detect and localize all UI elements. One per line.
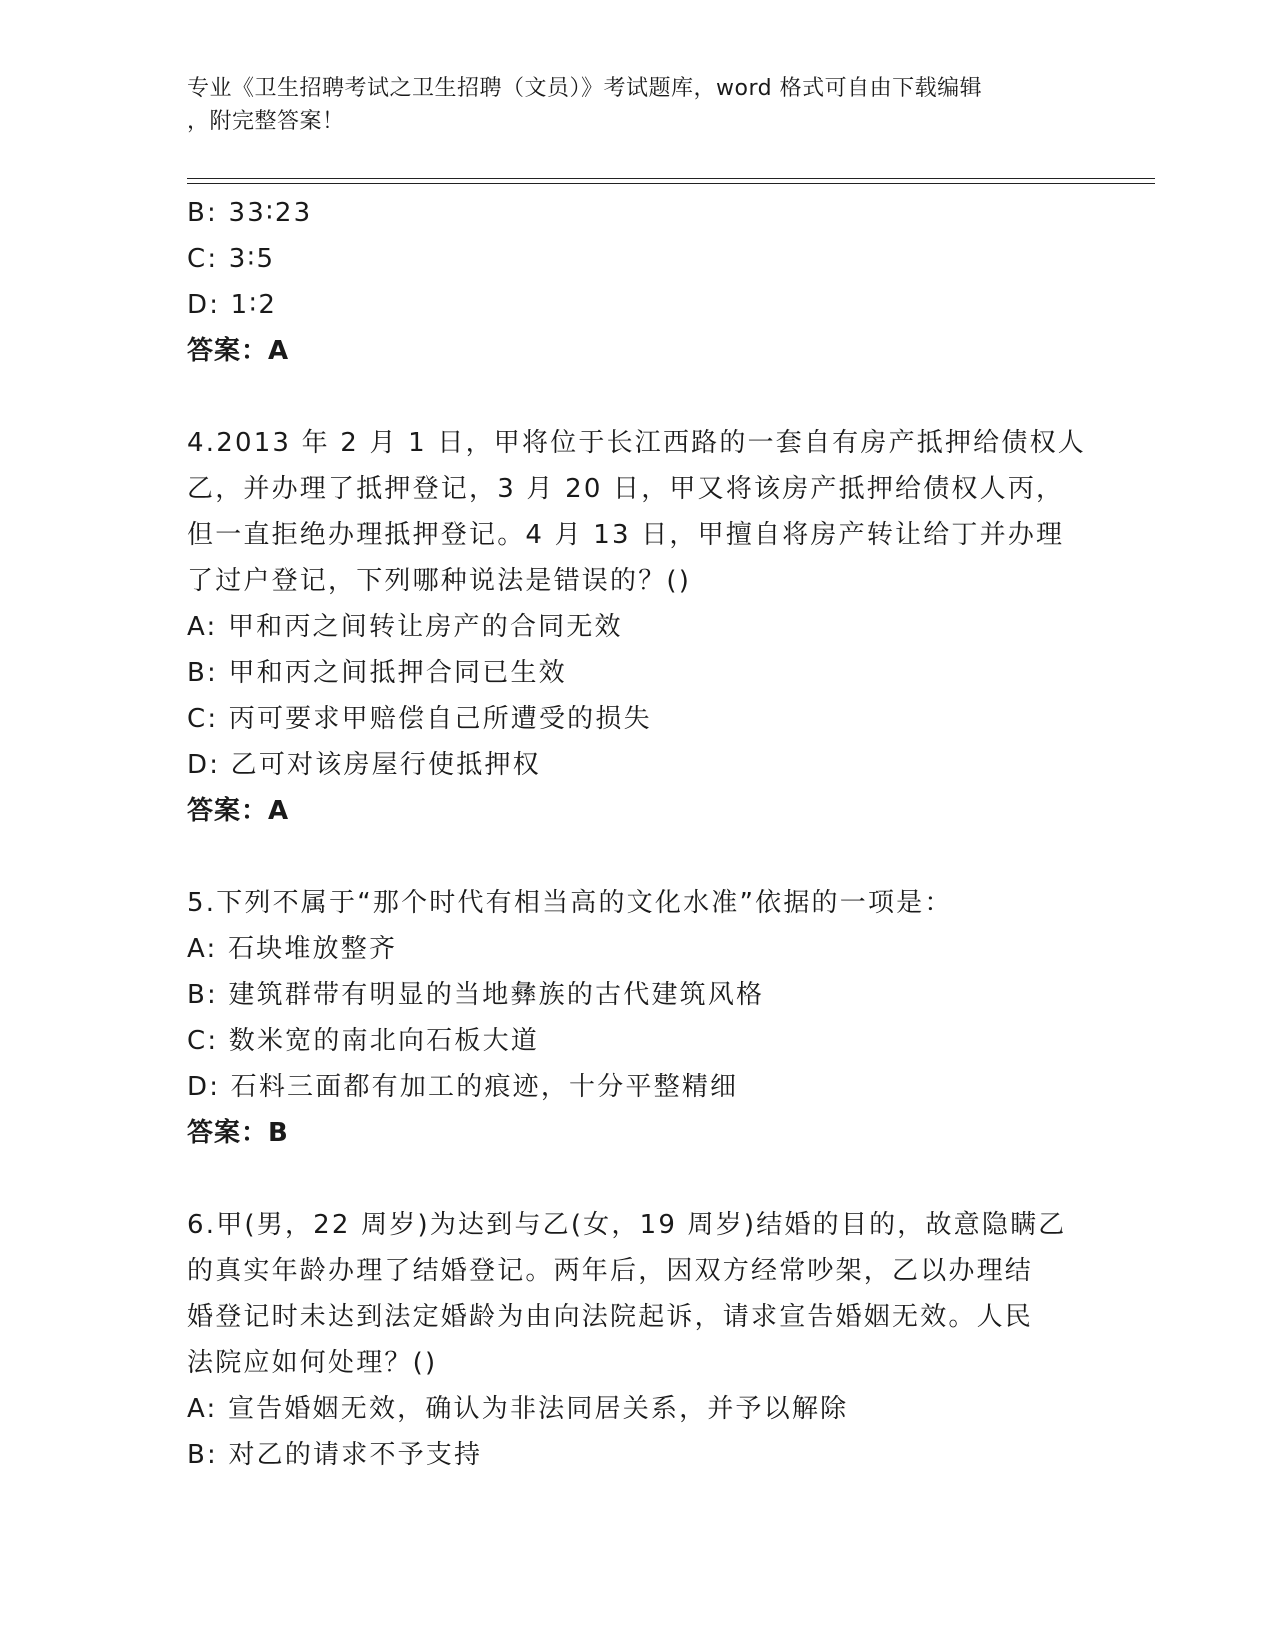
option-c: C: 丙可要求甲赔偿自己所遭受的损失 — [187, 704, 652, 734]
document-header — [187, 72, 1067, 138]
question-text-line: 6.甲(男，22 周岁)为达到与乙(女，19 周岁)结婚的目的，故意隐瞒乙 — [187, 1210, 1067, 1240]
question-4 — [187, 420, 1087, 834]
question-text-line: 了过户登记，下列哪种说法是错误的？() — [187, 566, 692, 596]
question-text-line: 4.2013 年 2 月 1 日，甲将位于长江西路的一套自有房产抵押给债权人 — [187, 428, 1086, 458]
answer-label: 答案：A — [187, 336, 290, 366]
header-rule-top — [187, 178, 1155, 179]
question-text-line: 法院应如何处理？() — [187, 1348, 438, 1378]
option-a: A: 石块堆放整齐 — [187, 934, 398, 964]
answer-label: 答案：A — [187, 796, 290, 826]
question-6 — [187, 1202, 1087, 1478]
question-3-fragment — [187, 190, 1087, 374]
option-c: C: 3∶5 — [187, 244, 276, 274]
option-b: B: 对乙的请求不予支持 — [187, 1440, 483, 1470]
option-b: B: 33∶23 — [187, 198, 313, 228]
header-line-1: 专业《卫生招聘考试之卫生招聘（文员）》考试题库，word 格式可自由下载编辑 — [187, 76, 983, 101]
question-text-line: 的真实年龄办理了结婚登记。两年后，因双方经常吵架，乙以办理结 — [187, 1256, 1034, 1286]
option-d: D: 乙可对该房屋行使抵押权 — [187, 750, 541, 780]
answer-label: 答案：B — [187, 1118, 289, 1148]
option-d: D: 1∶2 — [187, 290, 278, 320]
question-text-line: 但一直拒绝办理抵押登记。4 月 13 日，甲擅自将房产转让给丁并办理 — [187, 520, 1065, 550]
header-line-2: ，附完整答案！ — [187, 109, 345, 134]
question-text-line: 婚登记时未达到法定婚龄为由向法院起诉，请求宣告婚姻无效。人民 — [187, 1302, 1034, 1332]
option-a: A: 宣告婚姻无效，确认为非法同居关系，并予以解除 — [187, 1394, 849, 1424]
document-body — [187, 190, 1087, 1478]
question-text-line: 5.下列不属于“那个时代有相当高的文化水准”依据的一项是： — [187, 888, 953, 918]
option-a: A: 甲和丙之间转让房产的合同无效 — [187, 612, 623, 642]
option-b: B: 甲和丙之间抵押合同已生效 — [187, 658, 567, 688]
option-d: D: 石料三面都有加工的痕迹，十分平整精细 — [187, 1072, 739, 1102]
option-c: C: 数米宽的南北向石板大道 — [187, 1026, 539, 1056]
header-rule-bottom — [187, 183, 1155, 184]
question-text-line: 乙，并办理了抵押登记，3 月 20 日，甲又将该房产抵押给债权人丙， — [187, 474, 1065, 504]
question-5 — [187, 880, 1087, 1156]
option-b: B: 建筑群带有明显的当地彝族的古代建筑风格 — [187, 980, 765, 1010]
